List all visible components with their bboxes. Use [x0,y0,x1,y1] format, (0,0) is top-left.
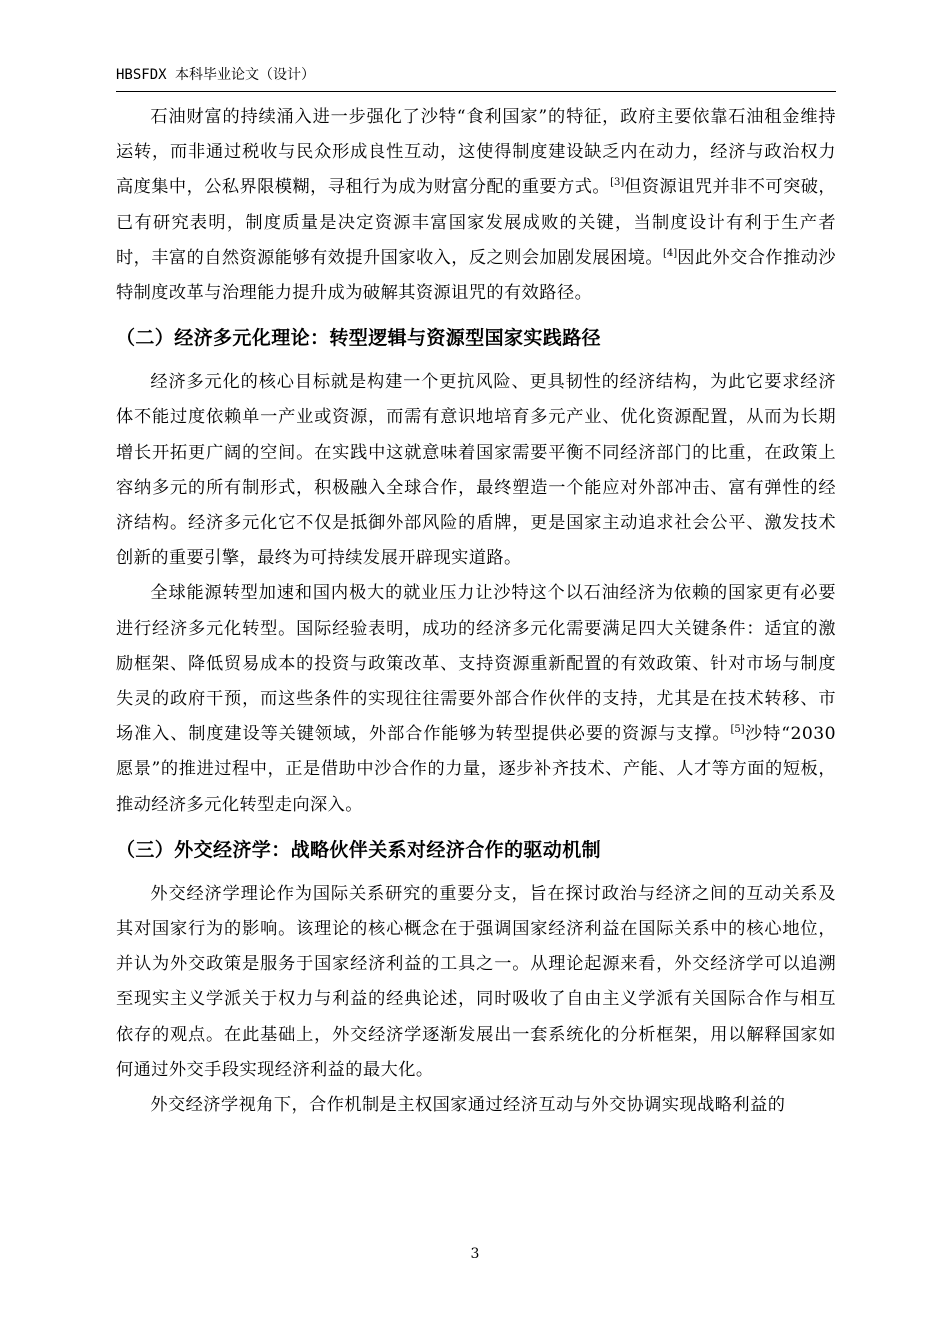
paragraph-diversification-saudi [116,576,836,822]
paragraph-diversification-theory: 经济多元化的核心目标就是构建一个更抗风险、更具韧性的经济结构，为此它要求经济体不能过度依赖单一产业或资源，而需有意识地培育多元产业、优化资源配置，从而为长期增长开拓更广阔的空间。在实践中这就意味着国家需要平衡不同经济部门的比重，在政策上容纳多元的所有制形式，积极融入全球合作，最终塑造一个能应对外部冲击、富有弹性的经济结构。经济多元化它不仅是抵御外部风险的盾牌，更是国家主动追求社会公平、激发技术创新的重要引擎，最终为可持续发展开辟现实道路。 [116,372,836,569]
citation-3: [3] [610,177,625,189]
text-run: 全球能源转型加速和国内极大的就业压力让沙特这个以石油经济为依赖的国家更有必要进行经济多元化转型。国际经验表明，成功的经济多元化需要满足四大关键条件：适宜的激励框架、降低贸易成本的投资与政策改革、支持资源重新配置的有效政策、针对市场与制度失灵的政府干预，而这些条件的实现往往需要外部合作伙伴的支持，尤其是在技术转移、市场准入、制度建设等关键领域，外部合作能够为转型提供必要的资源与支撑。 [116,583,836,745]
text-run: 因此外交合作推动沙特制度改革与治理能力提升成为破解其资源诅咒的有效路径。 [116,247,836,304]
page-body [116,100,836,1123]
text-run: 但资源诅咒并非不可突破，已有研究表明，制度质量是决定资源丰富国家发展成败的关键，当制度设计有利于生产者时，丰富的自然资源能够有效提升国家收入，反之则会加剧发展困境。 [116,177,836,268]
page-number: 3 [470,1246,480,1262]
paragraph-diplomatic-economics: 外交经济学理论作为国际关系研究的重要分支，旨在探讨政治与经济之间的互动关系及其对国家行为的影响。该理论的核心概念在于强调国家经济利益在国际关系中的核心地位，并认为外交政策是服务于国家经济利益的工具之一。从理论起源来看，外交经济学可以追溯至现实主义学派关于权力与利益的经典论述，同时吸收了自由主义学派有关国际合作与相互依存的观点。在此基础上，外交经济学逐渐发展出一套系统化的分析框架，用以解释国家如何通过外交手段实现经济利益的最大化。 [116,883,836,1080]
text-run: 沙特“2030 愿景”的推进过程中，正是借助中沙合作的力量，逐步补齐技术、产能、人才等方面的短板，推动经济多元化转型走向深入。 [116,724,836,815]
section-heading-diversification: （二）经济多元化理论：转型逻辑与资源型国家实践路径 [116,327,602,350]
citation-4: [4] [663,247,678,259]
citation-5: [5] [730,724,745,736]
section-heading-diplomatic-economics: （三）外交经济学：战略伙伴关系对经济合作的驱动机制 [116,838,602,861]
paragraph-resource-curse [116,100,836,311]
paragraph-cooperation-mechanism: 外交经济学视角下，合作机制是主权国家通过经济互动与外交协调实现战略利益的 [150,1095,786,1116]
text-run: 石油财富的持续涌入进一步强化了沙特“食利国家”的特征，政府主要依靠石油租金维持运转，而非通过税收与民众形成良性互动，这使得制度建设缺乏内在动力，经济与政治权力高度集中，公私界限模糊，寻租行为成为财富分配的重要方式。 [116,107,836,198]
running-header: HBSFDX 本科毕业论文（设计） [116,67,316,83]
header-rule [116,91,836,92]
